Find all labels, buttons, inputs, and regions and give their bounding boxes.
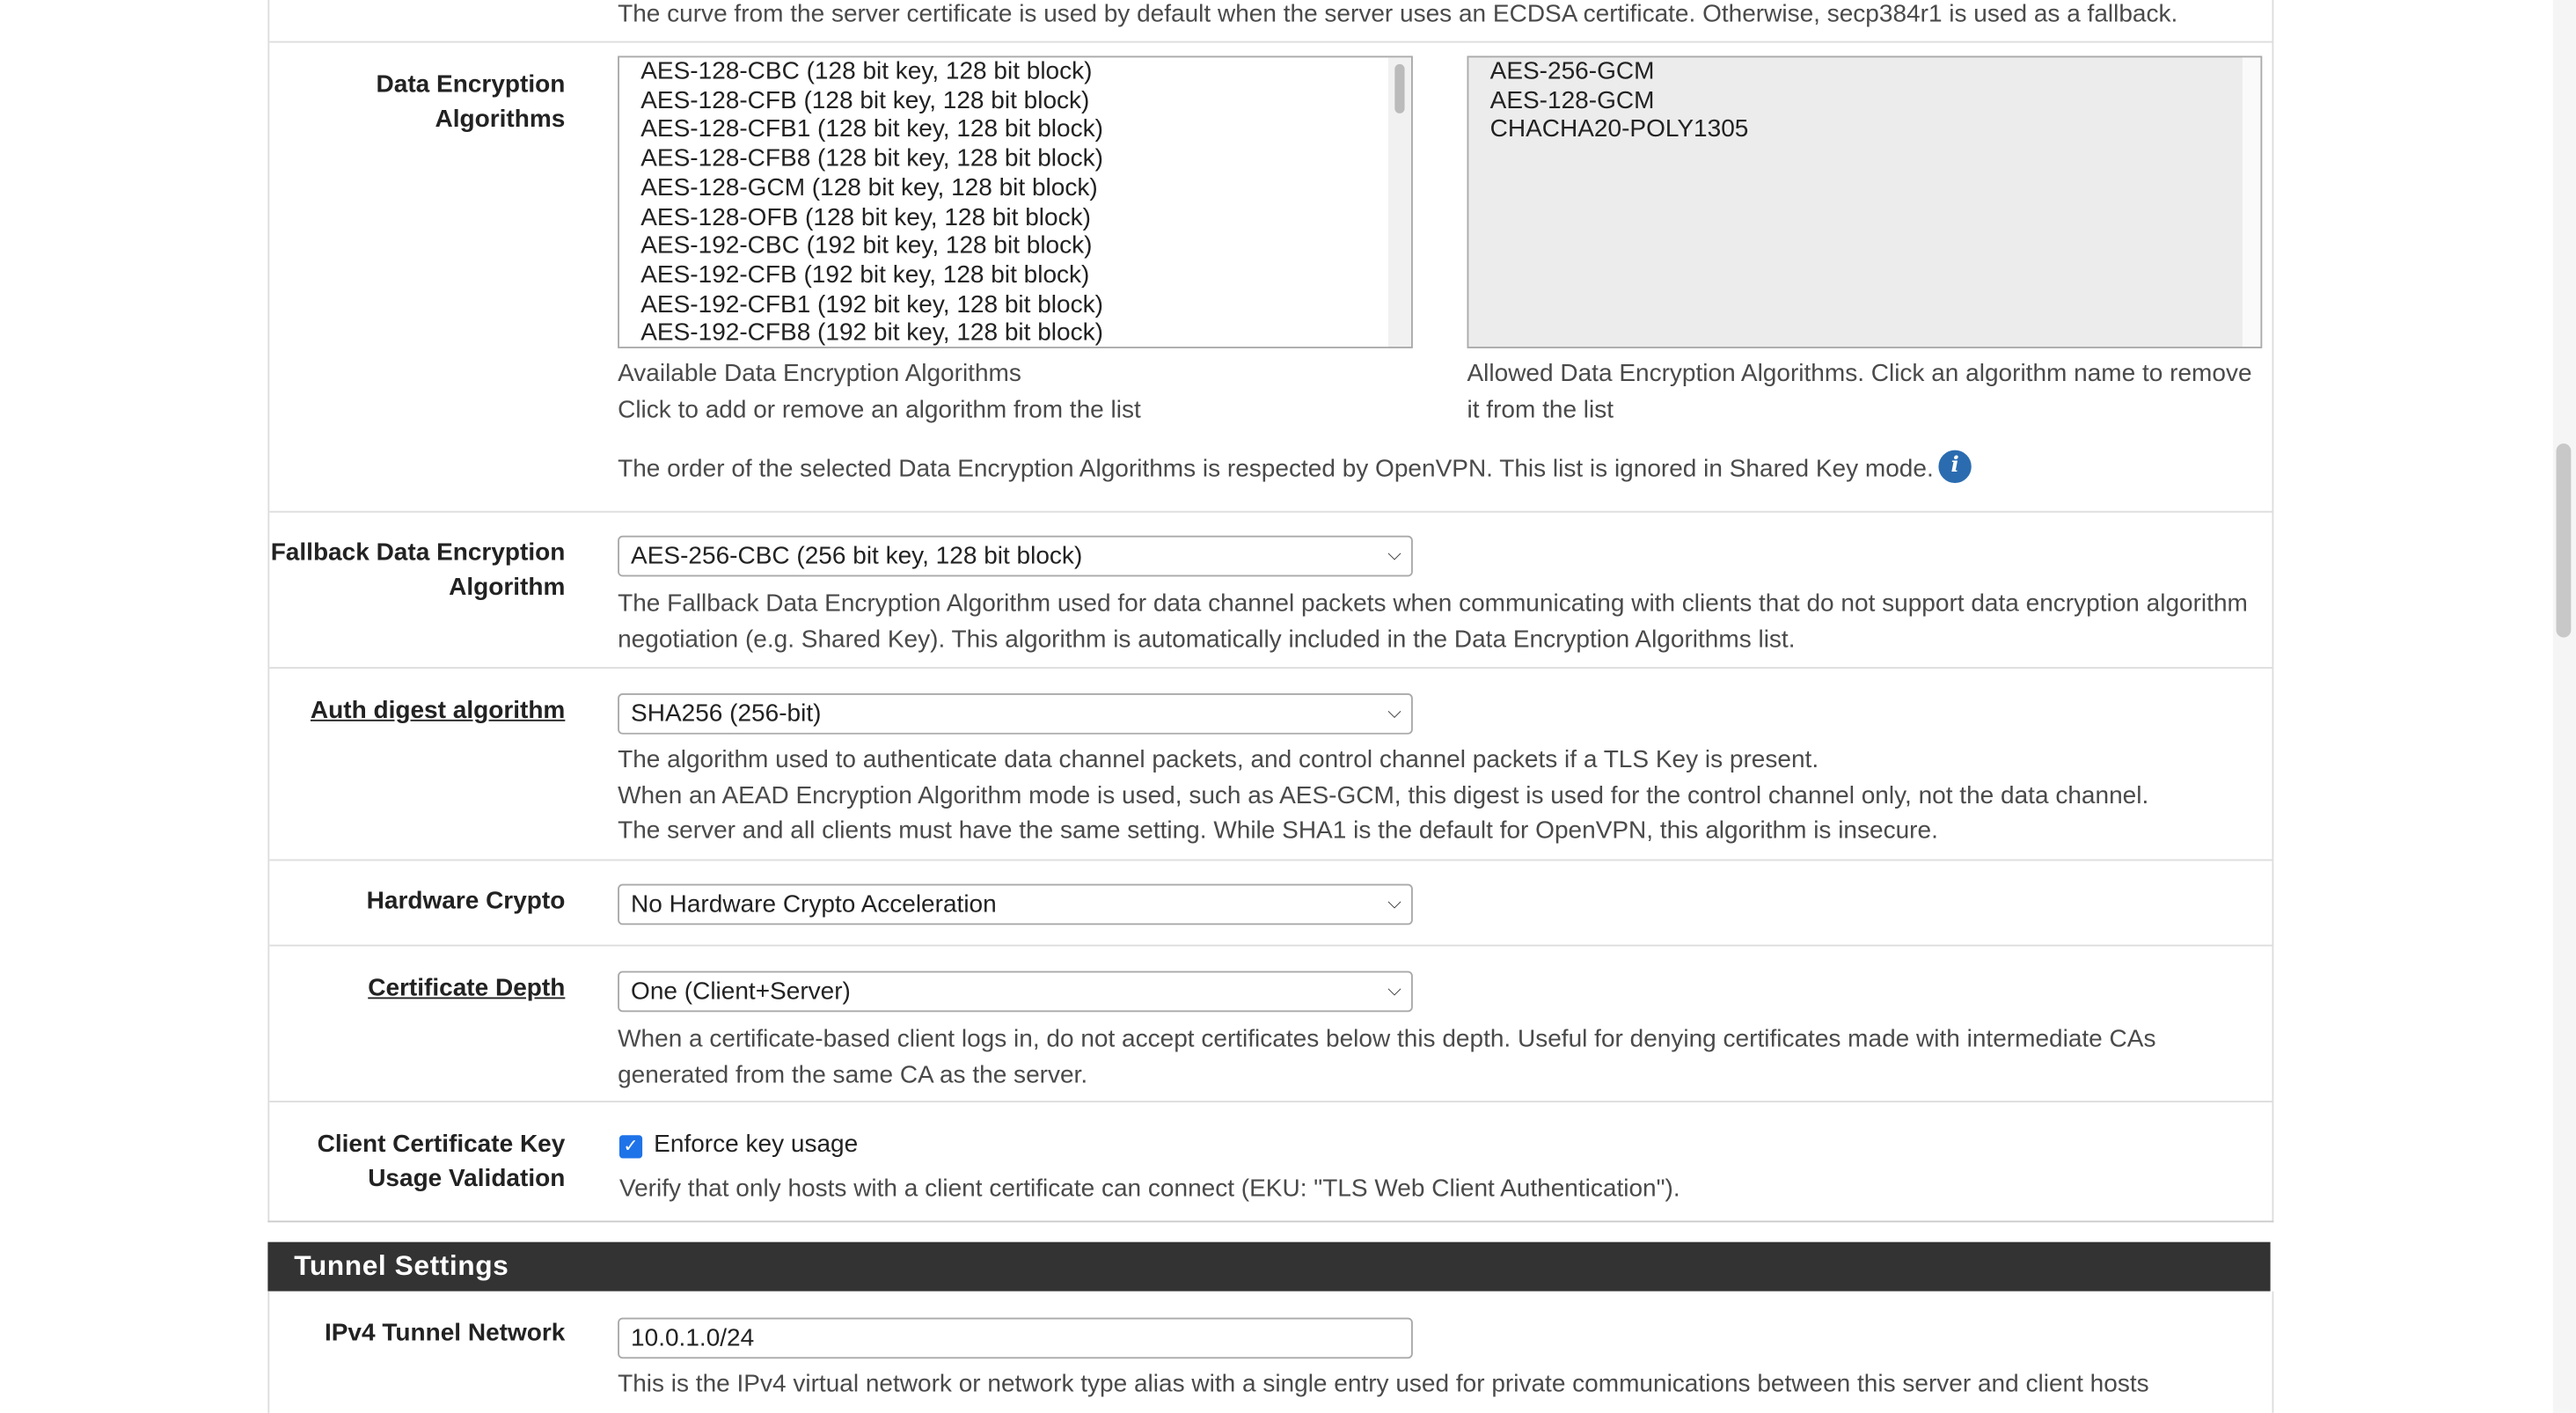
- available-algorithms-help: Available Data Encryption Algorithms Click to add or remove an algorithm from the list: [618, 359, 1141, 423]
- auth-digest-label[interactable]: Auth digest algorithm: [310, 696, 566, 725]
- certificate-depth-row: [269, 947, 2272, 1102]
- hardware-crypto-row: [269, 860, 2272, 946]
- available-algorithm-option[interactable]: AES-128-CFB1 (128 bit key, 128 bit block): [640, 115, 1103, 144]
- available-algorithm-option[interactable]: AES-128-CBC (128 bit key, 128 bit block): [640, 57, 1093, 86]
- available-algorithm-option[interactable]: AES-128-CFB (128 bit key, 128 bit block): [640, 86, 1090, 115]
- chevron-down-icon: ⌵: [1387, 545, 1401, 566]
- tunnel-settings-panel: [267, 1292, 2273, 1413]
- available-algorithm-option[interactable]: AES-192-CFB1 (192 bit key, 128 bit block): [640, 289, 1103, 318]
- data-encryption-label: Data Encryption Algorithms: [376, 70, 566, 134]
- available-algorithm-option[interactable]: AES-128-GCM (128 bit key, 128 bit block): [640, 173, 1098, 202]
- allowed-algorithm-option[interactable]: AES-256-GCM: [1489, 57, 1655, 86]
- auth-digest-help: The algorithm used to authenticate data channel packets, and control channel packets if a TLS Key is present. When an AEAD Encryption Algorithm mode is used, such as AES-GCM, this digest is used for the control channel only, not the data channel. The server and all clients must have the same setting. While SHA1 is the default for OpenVPN, this algorithm is insecure.: [618, 745, 2149, 845]
- certificate-depth-value: One (Client+Server): [631, 977, 851, 1006]
- allowed-algorithm-option[interactable]: CHACHA20-POLY1305: [1489, 115, 1749, 144]
- available-algorithm-option[interactable]: AES-128-OFB (128 bit key, 128 bit block): [640, 202, 1091, 231]
- client-cert-key-help: Verify that only hosts with a client certificate can connect (EKU: "TLS Web Client Authentication").: [618, 1175, 1680, 1203]
- available-algorithm-option[interactable]: AES-192-CBC (192 bit key, 128 bit block): [640, 231, 1093, 260]
- ipv4-tunnel-network-help: This is the IPv4 virtual network or network type alias with a single entry used for private communications between this server and client hosts: [618, 1370, 2149, 1399]
- fallback-algorithm-value: AES-256-CBC (256 bit key, 128 bit block): [631, 542, 1083, 570]
- certificate-depth-label[interactable]: Certificate Depth: [368, 974, 566, 1003]
- chevron-down-icon: ⌵: [1387, 703, 1401, 723]
- client-cert-key-label: Client Certificate Key Usage Validation: [317, 1130, 566, 1193]
- allowed-algorithm-option[interactable]: AES-128-GCM: [1489, 86, 1655, 115]
- tunnel-settings-header: Tunnel Settings: [267, 1242, 2270, 1292]
- hardware-crypto-label: Hardware Crypto: [366, 887, 566, 916]
- enforce-key-usage-checkbox[interactable]: ✓: [619, 1135, 642, 1158]
- data-encryption-row: [269, 43, 2272, 513]
- scrollbar-thumb[interactable]: [1394, 64, 1404, 113]
- fallback-algorithm-label: Fallback Data Encryption Algorithm: [270, 538, 566, 602]
- available-algorithms-list[interactable]: [618, 55, 1413, 348]
- fallback-algorithm-select[interactable]: [618, 536, 1413, 577]
- chevron-down-icon: ⌵: [1387, 980, 1401, 1001]
- certificate-depth-help: When a certificate-based client logs in, do not accept certificates below this depth. Useful for denying certificates made with intermediate CAs generated from the same CA as the server.: [618, 1025, 2156, 1089]
- settings-panel: [267, 0, 2273, 1222]
- auth-digest-value: SHA256 (256-bit): [631, 699, 822, 728]
- available-algorithm-option[interactable]: AES-192-CFB (192 bit key, 128 bit block): [640, 260, 1090, 289]
- auth-digest-row: [269, 669, 2272, 860]
- hardware-crypto-value: No Hardware Crypto Acceleration: [631, 890, 997, 919]
- page-scrollbar-thumb[interactable]: [2557, 443, 2572, 637]
- allowed-algorithms-list[interactable]: [1467, 55, 2262, 348]
- hardware-crypto-select[interactable]: [618, 884, 1413, 926]
- chevron-down-icon: ⌵: [1387, 893, 1401, 914]
- available-algorithm-option[interactable]: AES-192-CFB8 (192 bit key, 128 bit block): [640, 318, 1103, 348]
- ecdh-curve-row: [269, 0, 2272, 43]
- ipv4-tunnel-network-label: IPv4 Tunnel Network: [324, 1319, 566, 1348]
- certificate-depth-select[interactable]: [618, 971, 1413, 1013]
- allowed-algorithms-help: Allowed Data Encryption Algorithms. Click an algorithm name to remove it from the list: [1467, 359, 2252, 423]
- algorithm-order-note: The order of the selected Data Encryption Algorithms is respected by OpenVPN. This list is ignored in Shared Key mode.: [618, 455, 1934, 483]
- page-scrollbar[interactable]: [2553, 0, 2576, 1413]
- available-list-scrollbar[interactable]: [1388, 57, 1411, 347]
- ecdh-curve-help: The curve from the server certificate is used by default when the server uses an ECDSA certificate. Otherwise, secp384r1 is used as a fallback.: [618, 0, 2178, 28]
- available-algorithm-option[interactable]: AES-128-CFB8 (128 bit key, 128 bit block): [640, 144, 1103, 173]
- fallback-algorithm-row: [269, 513, 2272, 669]
- ipv4-tunnel-network-input[interactable]: 10.0.1.0/24: [618, 1318, 1413, 1359]
- client-cert-key-row: [269, 1102, 2272, 1220]
- enforce-key-usage-label[interactable]: Enforce key usage: [654, 1130, 859, 1159]
- info-icon[interactable]: i: [1938, 450, 1971, 483]
- auth-digest-select[interactable]: [618, 693, 1413, 735]
- fallback-algorithm-help: The Fallback Data Encryption Algorithm used for data channel packets when communicating with clients that do not support data encryption algorithm negotiation (e.g. Shared Key). This algorithm is automatically included in the Data Encryption Algorithms list.: [618, 589, 2248, 654]
